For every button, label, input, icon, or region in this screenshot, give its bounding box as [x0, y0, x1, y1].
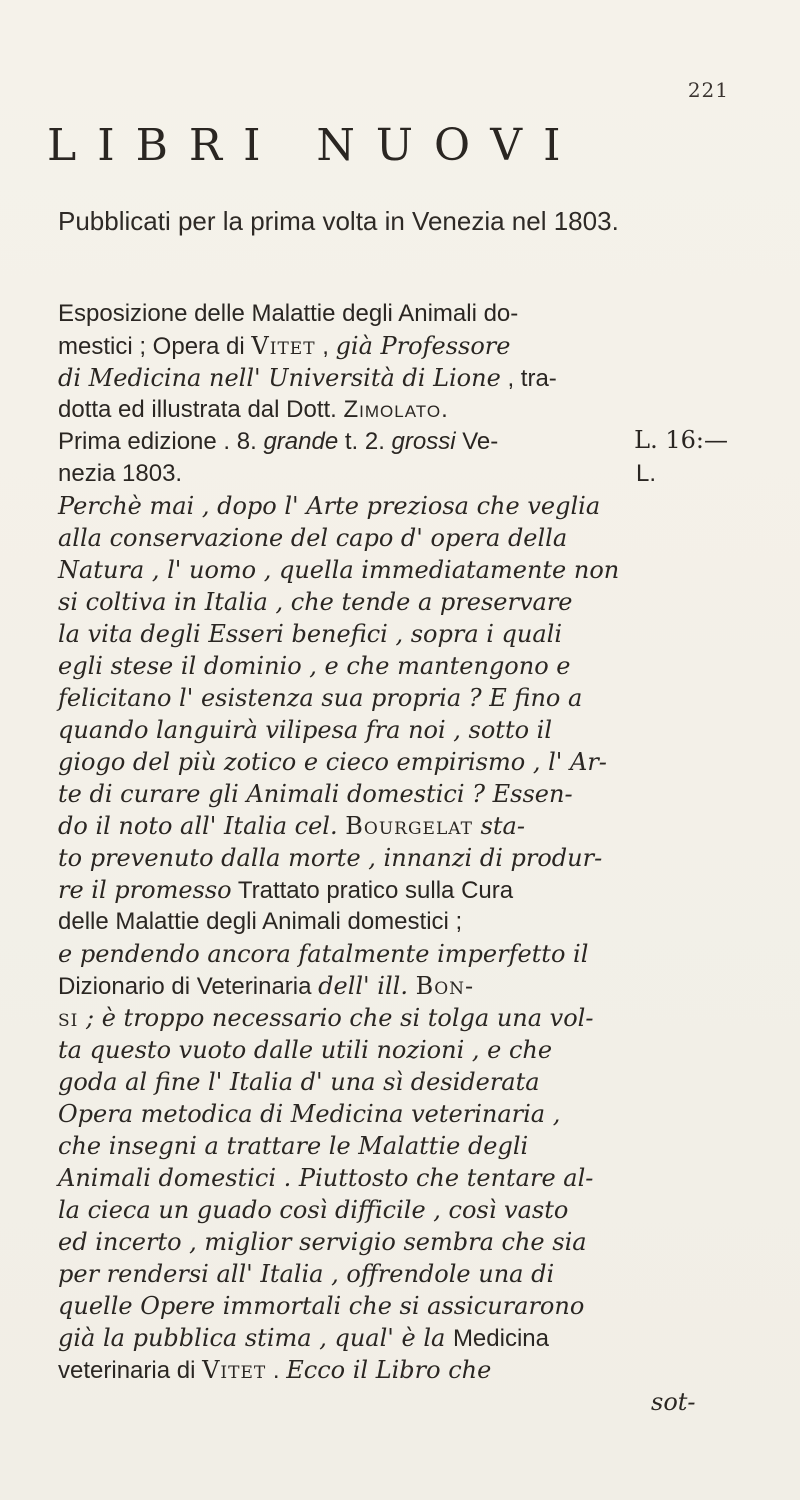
text-line: la vita degli Esseri benefici , sopra i quali: [58, 620, 563, 648]
text-line: Animali domestici . Piuttosto che tentare al-: [58, 1164, 594, 1192]
author-name: Vitet: [251, 332, 316, 360]
text-line: goda al fine l' Italia d' una sì desiderata: [58, 1068, 540, 1096]
text-line: e pendendo ancora fatalmente imperfetto il: [58, 940, 589, 968]
book-entry-text: [58, 298, 718, 1386]
text-line: si ; è troppo necessario che si tolga una vol-: [58, 1004, 594, 1032]
text-line: già la pubblica stima , qual' è la Medicina: [58, 1324, 549, 1352]
text-line: nezia 1803. L.: [58, 460, 657, 487]
text-line: do il noto all' Italia cel. Bourgelat sta-: [58, 812, 525, 840]
author-name: Bon-: [415, 972, 475, 1000]
text-line: la cieca un guado così difficile , così vasto: [58, 1196, 569, 1224]
text-line: Esposizione delle Malattie degli Animali do-: [58, 300, 519, 327]
text-line: Natura , l' uomo , quella immediatamente non: [58, 556, 620, 584]
text-line: mestici ; Opera di Vitet , già Professore: [58, 332, 511, 360]
author-name: Bourgelat: [345, 812, 473, 840]
text-line: Prima edizione . 8. grande t. 2. grossi Ve-: [58, 428, 499, 455]
section-heading: LIBRI NUOVI: [47, 120, 582, 171]
text-line: quelle Opere immortali che si assicurarono: [58, 1292, 585, 1320]
catchword: sot-: [651, 1388, 696, 1416]
author-name: Vitet: [202, 1356, 267, 1384]
text-line: giogo del più zotico e cieco empirismo , l' Ar-: [58, 748, 607, 776]
price-label: L. 16:—: [634, 426, 728, 454]
text-line: che insegni a trattare le Malattie degli: [58, 1132, 529, 1160]
text-line: Opera metodica di Medicina veterinaria ,: [58, 1100, 561, 1128]
text-line: dotta ed illustrata dal Dott. Zimolato.: [58, 396, 448, 423]
text-line: te di curare gli Animali domestici ? Essen-: [58, 780, 573, 808]
text-line: ed incerto , miglior servigio sembra che sia: [58, 1228, 587, 1256]
text-line: Perchè mai , dopo l' Arte preziosa che veglia: [58, 492, 601, 520]
translator-name: Zimolato: [343, 396, 442, 423]
section-subheading: Pubblicati per la prima volta in Venezia nel 1803.: [58, 206, 619, 236]
text-line: per rendersi all' Italia , offrendole una di: [58, 1260, 555, 1288]
text-line: Dizionario di Veterinaria dell' ill. Bon-: [58, 972, 475, 1000]
text-line: ta questo vuoto dalle utili nozioni , e che: [58, 1036, 553, 1064]
page-number: 221: [687, 78, 729, 102]
text-line: alla conservazione del capo d' opera della: [58, 524, 568, 552]
text-line: veterinaria di Vitet . Ecco il Libro che: [58, 1356, 492, 1384]
text-line: felicitano l' esistenza sua propria ? E fino a: [58, 684, 583, 712]
text-line: re il promesso Trattato pratico sulla Cura: [58, 876, 514, 904]
text-line: di Medicina nell' Università di Lione , tra-: [58, 364, 557, 392]
text-line: to prevenuto dalla morte , innanzi di produr-: [58, 844, 603, 872]
text-line: quando languirà vilipesa fra noi , sotto il: [58, 716, 553, 744]
text-line: si coltiva in Italia , che tende a preservare: [58, 588, 573, 616]
text-line: egli stese il dominio , e che mantengono e: [58, 652, 571, 680]
text-line: delle Malattie degli Animali domestici ;: [58, 908, 463, 935]
